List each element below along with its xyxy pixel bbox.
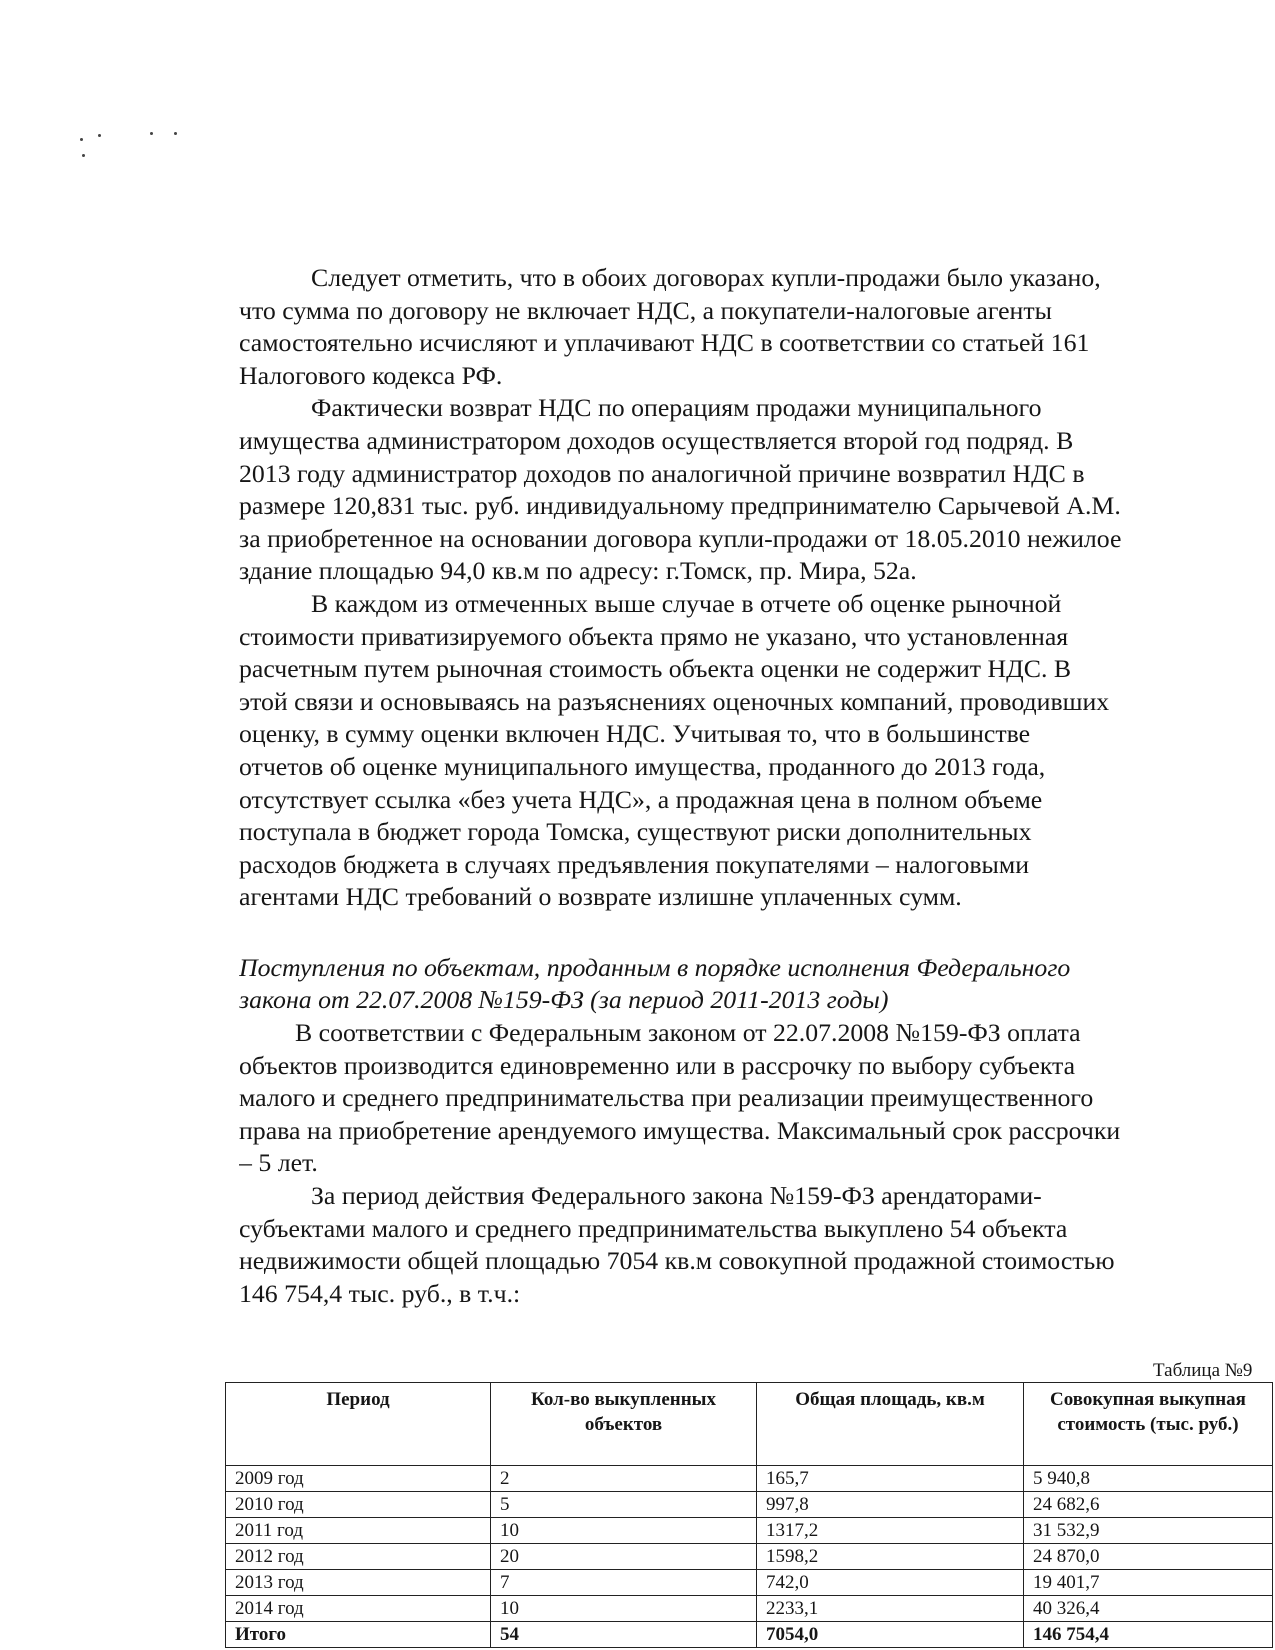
speck <box>80 138 83 141</box>
cell-value: 40 326,4 <box>1024 1596 1273 1622</box>
table-caption: Таблица №9 <box>1153 1360 1253 1381</box>
text-line: оценку, в сумму оценки включен НДС. Учитывая то, что в большинстве <box>239 719 1031 749</box>
cell-total-area: 7054,0 <box>757 1622 1024 1648</box>
cell-period: 2010 год <box>226 1492 491 1518</box>
text-line: За период действия Федерального закона №159-ФЗ арендаторами- <box>311 1181 1042 1211</box>
text-line: что сумма по договору не включает НДС, а покупатели-налоговые агенты <box>239 295 1052 325</box>
cell-area: 742,0 <box>757 1570 1024 1596</box>
cell-area: 1317,2 <box>757 1518 1024 1544</box>
table-total-row <box>226 1622 1273 1648</box>
cell-value: 24 870,0 <box>1024 1544 1273 1570</box>
cell-period: 2012 год <box>226 1544 491 1570</box>
document-body <box>239 262 1275 1310</box>
paragraph-nds-contracts <box>239 262 1275 392</box>
text-line: расходов бюджета в случаях предъявления покупателями – налоговыми <box>239 849 1030 879</box>
cell-period: 2009 год <box>226 1466 491 1492</box>
text-line: Поступления по объектам, проданным в порядке исполнения Федерального <box>239 952 1071 982</box>
text-line: Налогового кодекса РФ. <box>239 360 503 390</box>
paragraph-purchases-summary <box>239 1180 1275 1310</box>
text-line: закона от 22.07.2008 №159-ФЗ (за период 2011-2013 годы) <box>239 985 889 1015</box>
paragraph-valuation-risks <box>239 588 1275 914</box>
section-subheading <box>239 952 1275 1017</box>
text-line: 146 754,4 тыс. руб., в т.ч.: <box>239 1278 521 1308</box>
text-line: объектов производится единовременно или в рассрочку по выбору субъекта <box>239 1050 1076 1080</box>
cell-count: 2 <box>491 1466 757 1492</box>
text-line: недвижимости общей площадью 7054 кв.м совокупной продажной стоимостью <box>239 1246 1115 1276</box>
speck <box>82 154 85 157</box>
purchases-table <box>225 1382 1273 1648</box>
speck <box>174 132 177 135</box>
text-line: стоимости приватизируемого объекта прямо не указано, что установленная <box>239 621 1069 651</box>
header-count: Кол-во выкупленных объектов <box>491 1383 757 1466</box>
cell-count: 10 <box>491 1518 757 1544</box>
text-line: самостоятельно исчисляют и уплачивают НДС в соответствии со статьей 161 <box>239 328 1090 358</box>
text-line: Фактически возврат НДС по операциям продажи муниципального <box>311 393 1042 423</box>
text-line: расчетным путем рыночная стоимость объекта оценки не содержит НДС. В <box>239 654 1072 684</box>
text-line: субъектами малого и среднего предпринимательства выкуплено 54 объекта <box>239 1213 1068 1243</box>
cell-area: 2233,1 <box>757 1596 1024 1622</box>
text-line: малого и среднего предпринимательства при реализации преимущественного <box>239 1083 1094 1113</box>
cell-period: 2013 год <box>226 1570 491 1596</box>
scan-specks <box>78 128 188 168</box>
text-line: здание площадью 94,0 кв.м по адресу: г.Томск, пр. Мира, 52а. <box>239 556 917 586</box>
text-line: права на приобретение арендуемого имущества. Максимальный срок рассрочки <box>239 1115 1121 1145</box>
text-line: этой связи и основываясь на разъяснениях оценочных компаний, проводивших <box>239 686 1110 716</box>
paragraph-nds-refund <box>239 392 1275 588</box>
table-row <box>226 1518 1273 1544</box>
cell-count: 20 <box>491 1544 757 1570</box>
cell-value: 31 532,9 <box>1024 1518 1273 1544</box>
text-line: В соответствии с Федеральным законом от 22.07.2008 №159-ФЗ оплата <box>295 1018 1081 1048</box>
text-line: Следует отметить, что в обоих договорах купли-продажи было указано, <box>311 263 1101 292</box>
cell-period: 2011 год <box>226 1518 491 1544</box>
speck <box>98 134 101 137</box>
text-line: В каждом из отмеченных выше случае в отчете об оценке рыночной <box>311 588 1062 618</box>
header-area: Общая площадь, кв.м <box>757 1383 1024 1466</box>
text-line: размере 120,831 тыс. руб. индивидуальному предпринимателю Сарычевой А.М. <box>239 491 1121 521</box>
text-line: отчетов об оценке муниципального имущества, проданного до 2013 года, <box>239 751 1046 781</box>
text-line: отсутствует ссылка «без учета НДС», а продажная цена в полном объеме <box>239 784 1043 814</box>
table-row <box>226 1492 1273 1518</box>
text-line: за приобретенное на основании договора купли-продажи от 18.05.2010 нежилое <box>239 523 1122 553</box>
speck <box>150 132 153 135</box>
text-line: имущества администратором доходов осуществляется второй год подряд. В <box>239 425 1074 455</box>
cell-total-label: Итого <box>226 1622 491 1648</box>
cell-value: 24 682,6 <box>1024 1492 1273 1518</box>
table-header-row <box>226 1383 1273 1466</box>
paragraph-payment-terms <box>239 1017 1275 1180</box>
table-row <box>226 1570 1273 1596</box>
cell-value: 19 401,7 <box>1024 1570 1273 1596</box>
table-row <box>226 1596 1273 1622</box>
cell-count: 10 <box>491 1596 757 1622</box>
cell-area: 1598,2 <box>757 1544 1024 1570</box>
table-row <box>226 1466 1273 1492</box>
cell-count: 5 <box>491 1492 757 1518</box>
text-line: агентами НДС требований о возврате излишне уплаченных сумм. <box>239 882 962 912</box>
table-row <box>226 1544 1273 1570</box>
cell-area: 997,8 <box>757 1492 1024 1518</box>
text-line: поступала в бюджет города Томска, существуют риски дополнительных <box>239 817 1032 847</box>
cell-total-count: 54 <box>491 1622 757 1648</box>
cell-count: 7 <box>491 1570 757 1596</box>
cell-value: 5 940,8 <box>1024 1466 1273 1492</box>
cell-total-value: 146 754,4 <box>1024 1622 1273 1648</box>
cell-area: 165,7 <box>757 1466 1024 1492</box>
text-line: – 5 лет. <box>239 1148 318 1178</box>
header-period: Период <box>226 1383 491 1466</box>
header-value: Совокупная выкупная стоимость (тыс. руб.) <box>1024 1383 1273 1466</box>
text-line: 2013 году администратор доходов по аналогичной причине возвратил НДС в <box>239 458 1085 488</box>
cell-period: 2014 год <box>226 1596 491 1622</box>
